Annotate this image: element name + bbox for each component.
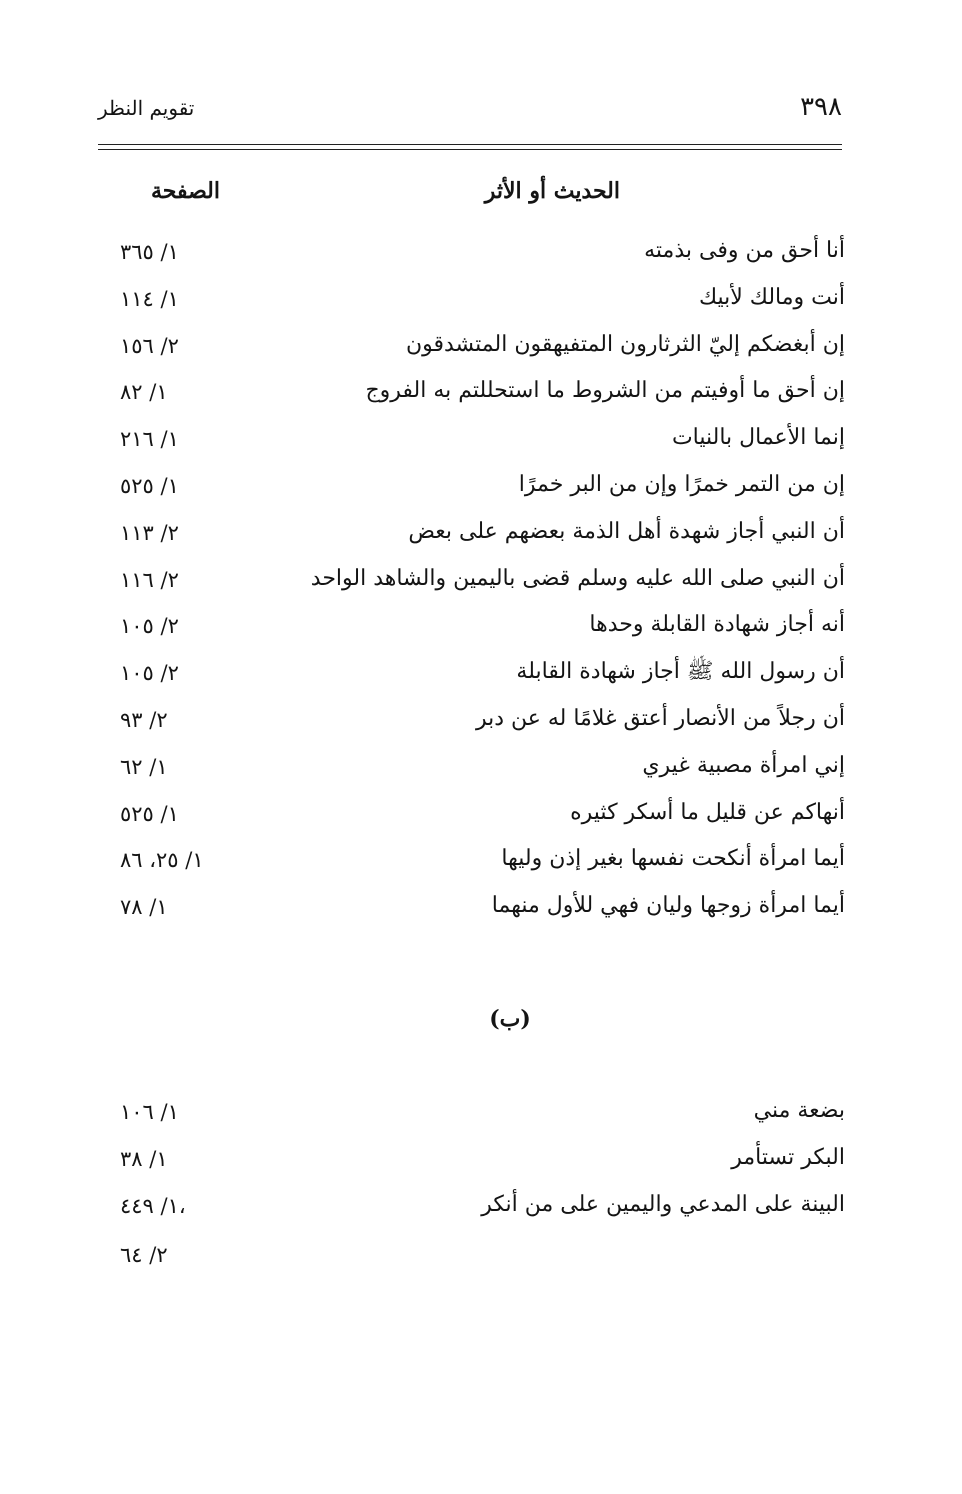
hadith-text: أن رسول الله ﷺ أجاز شهادة القابلة	[516, 659, 845, 685]
page-reference: ٢/ ١١٣	[120, 520, 179, 545]
hadith-text: أنه أجاز شهادة القابلة وحدها	[589, 612, 845, 638]
hadith-text: إني امرأة مصبية غيري	[642, 752, 845, 778]
page-number: ٣٩٨	[800, 92, 842, 122]
index-entry	[100, 330, 845, 377]
page-reference: ٢/ ١٠٥	[120, 661, 179, 686]
page-reference: ١/ ٧٨	[120, 895, 168, 920]
page-reference: ١/ ٥٢٥	[120, 473, 179, 498]
page-reference: ٢/ ١٠٥	[120, 614, 179, 639]
page-reference: ١/ ٢١٦	[120, 427, 179, 452]
hadith-text: إن أبغضكم إليّ الثرثارون المتفيهقون المتشدقون	[405, 331, 845, 357]
book-title: تقويم النظر	[98, 96, 195, 120]
index-entry	[100, 517, 845, 564]
hadith-text: أنهاكم عن قليل ما أسكر كثيره	[570, 799, 845, 825]
hadith-text: إن أحق ما أوفيتم من الشروط ما استحللتم به الفروج	[365, 378, 845, 404]
column-header-page: الصفحة	[150, 178, 220, 204]
index-entry	[100, 423, 845, 470]
page-reference: ١/ ٥٢٥	[120, 801, 179, 826]
section-heading-ba: (ب)	[489, 1006, 531, 1032]
hadith-text: إن من التمر خمرًا وإن من البر خمرًا	[518, 471, 845, 497]
hadith-text: أيما امرأة أنكحت نفسها بغير إذن وليها	[501, 846, 845, 872]
index-list-ba	[100, 1096, 845, 1236]
hadith-text: بضعة مني	[753, 1098, 845, 1123]
page-reference: ١/ ١١٤	[120, 286, 179, 311]
page-reference: ٢/ ٩٣	[120, 707, 168, 732]
index-entry	[100, 751, 845, 798]
running-head	[98, 92, 842, 132]
hadith-text: أنا أحق من وفى بذمته	[644, 238, 845, 263]
page-reference: ١/ ٦٢	[120, 754, 168, 779]
index-entry	[100, 891, 845, 938]
index-entry	[100, 564, 845, 611]
hadith-text: البكر تستأمر	[731, 1144, 845, 1170]
page-reference: ٢/ ١٥٦	[120, 333, 179, 358]
page-reference: ٢/ ١١٦	[120, 567, 179, 592]
page-reference: ١/ ١٠٦	[120, 1100, 179, 1124]
hadith-text: أن النبي صلى الله عليه وسلم قضى باليمين والشاهد الواحد	[310, 565, 845, 591]
index-entry	[100, 610, 845, 657]
index-entry	[100, 236, 845, 283]
page-reference: ١/ ٤٤٩،	[120, 1193, 186, 1218]
index-entry	[100, 657, 845, 704]
index-entry	[100, 1190, 845, 1237]
index-entry	[100, 470, 845, 517]
hadith-text: أن النبي أجاز شهدة أهل الذمة بعضهم على بعض	[408, 518, 845, 544]
page-reference: ١/ ٨٢	[120, 380, 168, 405]
index-entry	[100, 844, 845, 891]
hadith-text: أن رجلاً من الأنصار أعتق غلامًا له عن دبر	[475, 705, 845, 731]
index-entry	[100, 798, 845, 845]
hadith-text: إنما الأعمال بالنيات	[671, 425, 845, 451]
header-rule-top	[98, 144, 842, 145]
index-entry	[100, 1096, 845, 1143]
page-reference-continued: ٢/ ٦٤	[120, 1243, 168, 1267]
column-header-hadith: الحديث أو الأثر	[484, 178, 620, 204]
header-rule-bottom	[98, 149, 842, 150]
index-entry	[100, 704, 845, 751]
index-entry	[100, 283, 845, 330]
hadith-text: البينة على المدعي واليمين على من أنكر	[481, 1191, 845, 1217]
page-reference: ١/ ٢٥، ٨٦	[120, 848, 204, 873]
index-entry	[100, 376, 845, 423]
hadith-text: أنت ومالك لأبيك	[698, 284, 845, 310]
index-list-alif	[100, 236, 845, 938]
page-reference: ١/ ٣٦٥	[120, 240, 179, 264]
index-entry	[100, 1143, 845, 1190]
page-reference: ١/ ٣٨	[120, 1146, 168, 1171]
hadith-text: أيما امرأة زوجها وليان فهي للأول منهما	[491, 893, 845, 919]
